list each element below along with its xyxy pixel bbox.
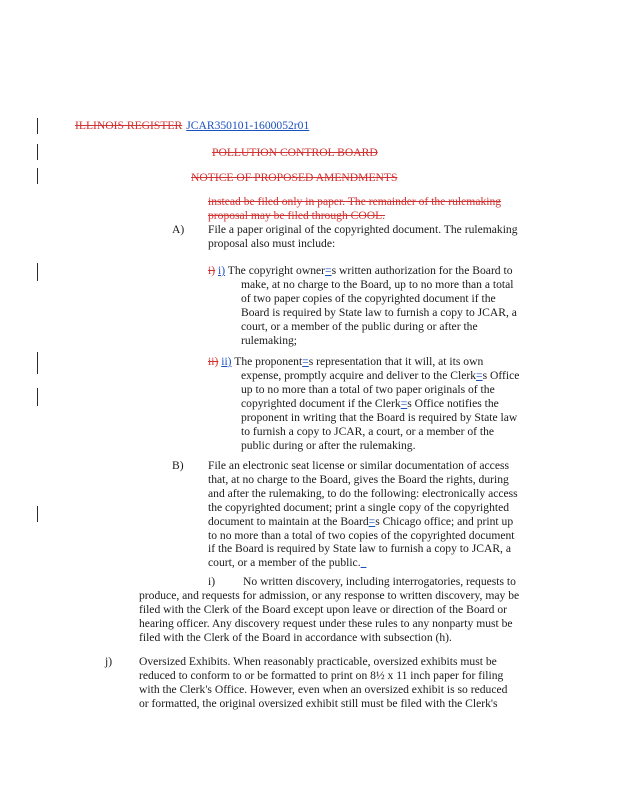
item-b-text: File an electronic seat license or similar documentation of access that, at no charge to the Board, gives the Board the rights, during and after the rulemaking, to do the following: electronically access the copyrighted document; print a single copy of the copyrighted document to maintain at the Board=s Chicago office; and print up to no more than a total of two copies of the copyrighted document if the Board is required by State law to furnish a copy to JCAR, a court, or a member of the public.​ xyxy=(208,459,518,570)
board-title: POLLUTION CONTROL BOARD xyxy=(212,146,378,159)
item-a-label: A) xyxy=(172,223,185,236)
register-deleted: ILLINOIS REGISTER xyxy=(75,119,183,132)
text-line: hearing officer. Any discovery request under these rules to any nonparty must be xyxy=(139,616,513,630)
new-marker: ii) xyxy=(221,355,232,368)
item-b-label: B) xyxy=(172,459,184,472)
text-line: s Office xyxy=(482,369,520,382)
text-line: public during or after the rulemaking. xyxy=(241,438,416,452)
old-marker: ii) xyxy=(208,355,219,368)
register-header xyxy=(75,119,309,133)
text-line: to no more than a total of two copies of the copyrighted document xyxy=(208,528,515,542)
text-line: s representation that it will, at its own xyxy=(308,355,484,368)
item-i-text xyxy=(139,589,519,645)
change-bar xyxy=(37,388,38,406)
text-line: court, or a member of the public during or after the xyxy=(241,319,478,333)
deleted-intro xyxy=(208,195,501,223)
sub-ii-first-line: ii) ii) The proponent=s representation that it will, at its own xyxy=(208,355,484,368)
text-line: if the Board is required by State law to furnish a copy to JCAR, a xyxy=(208,542,511,556)
text-line: The copyright owner xyxy=(227,264,326,277)
item-j-label: j) xyxy=(105,655,113,668)
item-a-text xyxy=(208,223,518,251)
change-bar xyxy=(37,118,38,134)
text-line: document to maintain at the Board xyxy=(208,514,369,528)
text-line: filed with the Clerk of the Board except upon leave or direction of the Board or xyxy=(139,602,507,616)
old-marker: i) xyxy=(208,264,216,277)
change-bar xyxy=(37,263,38,281)
sub-i-text xyxy=(241,278,517,348)
text-line: copyrighted document if the Clerk xyxy=(241,396,401,410)
text-line: to furnish a copy to JCAR, a court, or a member of the xyxy=(241,424,495,438)
text-line: with the Clerk's Office. However, even when an oversized exhibit is so reduced xyxy=(139,682,508,696)
change-bar xyxy=(37,506,38,522)
text-line: filed with the Clerk of the Board in accordance with subsection (h). xyxy=(139,630,452,644)
text-line: reduced to conform to or be formatted to print on 8½ x 11 inch paper for filing xyxy=(139,669,504,682)
text-line: s Chicago office; and print up xyxy=(375,514,514,528)
notice-title: NOTICE OF PROPOSED AMENDMENTS xyxy=(191,171,398,184)
text-line: that, at no charge to the Board, gives the Board the rights, during xyxy=(208,472,509,486)
text-line: rulemaking; xyxy=(241,333,298,347)
text-line: proponent in writing that the Board is required by State law xyxy=(241,410,518,424)
new-marker: i) xyxy=(218,264,226,277)
change-bar xyxy=(37,352,38,374)
text-line: court, or a member of the public. xyxy=(208,556,361,570)
text-line: make, at no charge to the Board, up to no more than a total xyxy=(241,278,514,291)
text-line: expense, promptly acquire and deliver to the Clerk xyxy=(241,369,477,382)
text-line: s written authorization for the Board to xyxy=(331,264,513,277)
register-inserted: JCAR350101-1600052r01 xyxy=(186,119,310,132)
text-line: produce, and requests for admission, or any response to written discovery, may be xyxy=(139,589,520,602)
change-bar xyxy=(37,168,38,184)
sub-i-first-line: i) i) The copyright owner=s written authorization for the Board to xyxy=(208,264,513,277)
sub-ii-text: expense, promptly acquire and deliver to the Clerk=s Office up to no more than a total of two paper originals of the copyrighted document if the Clerk=s Office notifies the proponent in writing that the Board is required by State law to furnish a copy to JCAR, a court, or a member of the public during or after the rulemaking. xyxy=(241,369,520,452)
item-i-label: i) xyxy=(208,575,216,588)
text-line: or formatted, the original oversized exhibit still must be filed with the Clerk's xyxy=(139,696,498,710)
text-line: The proponent xyxy=(234,355,303,368)
deleted-line: instead be filed only in paper. The remainder of the rulemaking xyxy=(208,195,502,208)
text-line: up to no more than a total of two paper originals of the xyxy=(241,382,495,396)
text-line: proposal also must include: xyxy=(208,236,336,250)
deleted-line: proposal may be filed through COOL. xyxy=(208,208,386,222)
item-i-first-line: No written discovery, including interrogatories, requests to xyxy=(243,575,516,588)
text-line: the copyrighted document; print a single copy of the copyrighted xyxy=(208,500,510,514)
item-j-text xyxy=(139,669,507,711)
text-line: s Office notifies the xyxy=(407,396,499,410)
change-bar xyxy=(37,144,38,160)
item-j-first-line: Oversized Exhibits. When reasonably practicable, oversized exhibits must be xyxy=(139,655,497,668)
text-line: and after the rulemaking, to do the following: electronically access xyxy=(208,486,518,500)
text-line: File a paper original of the copyrighted document. The rulemaking xyxy=(208,223,518,236)
text-line: File an electronic seat license or similar documentation of access xyxy=(208,459,510,472)
text-line: of two paper copies of the copyrighted document if the xyxy=(241,291,496,305)
text-line: Board is required by State law to furnish a copy to JCAR, a xyxy=(241,305,517,319)
